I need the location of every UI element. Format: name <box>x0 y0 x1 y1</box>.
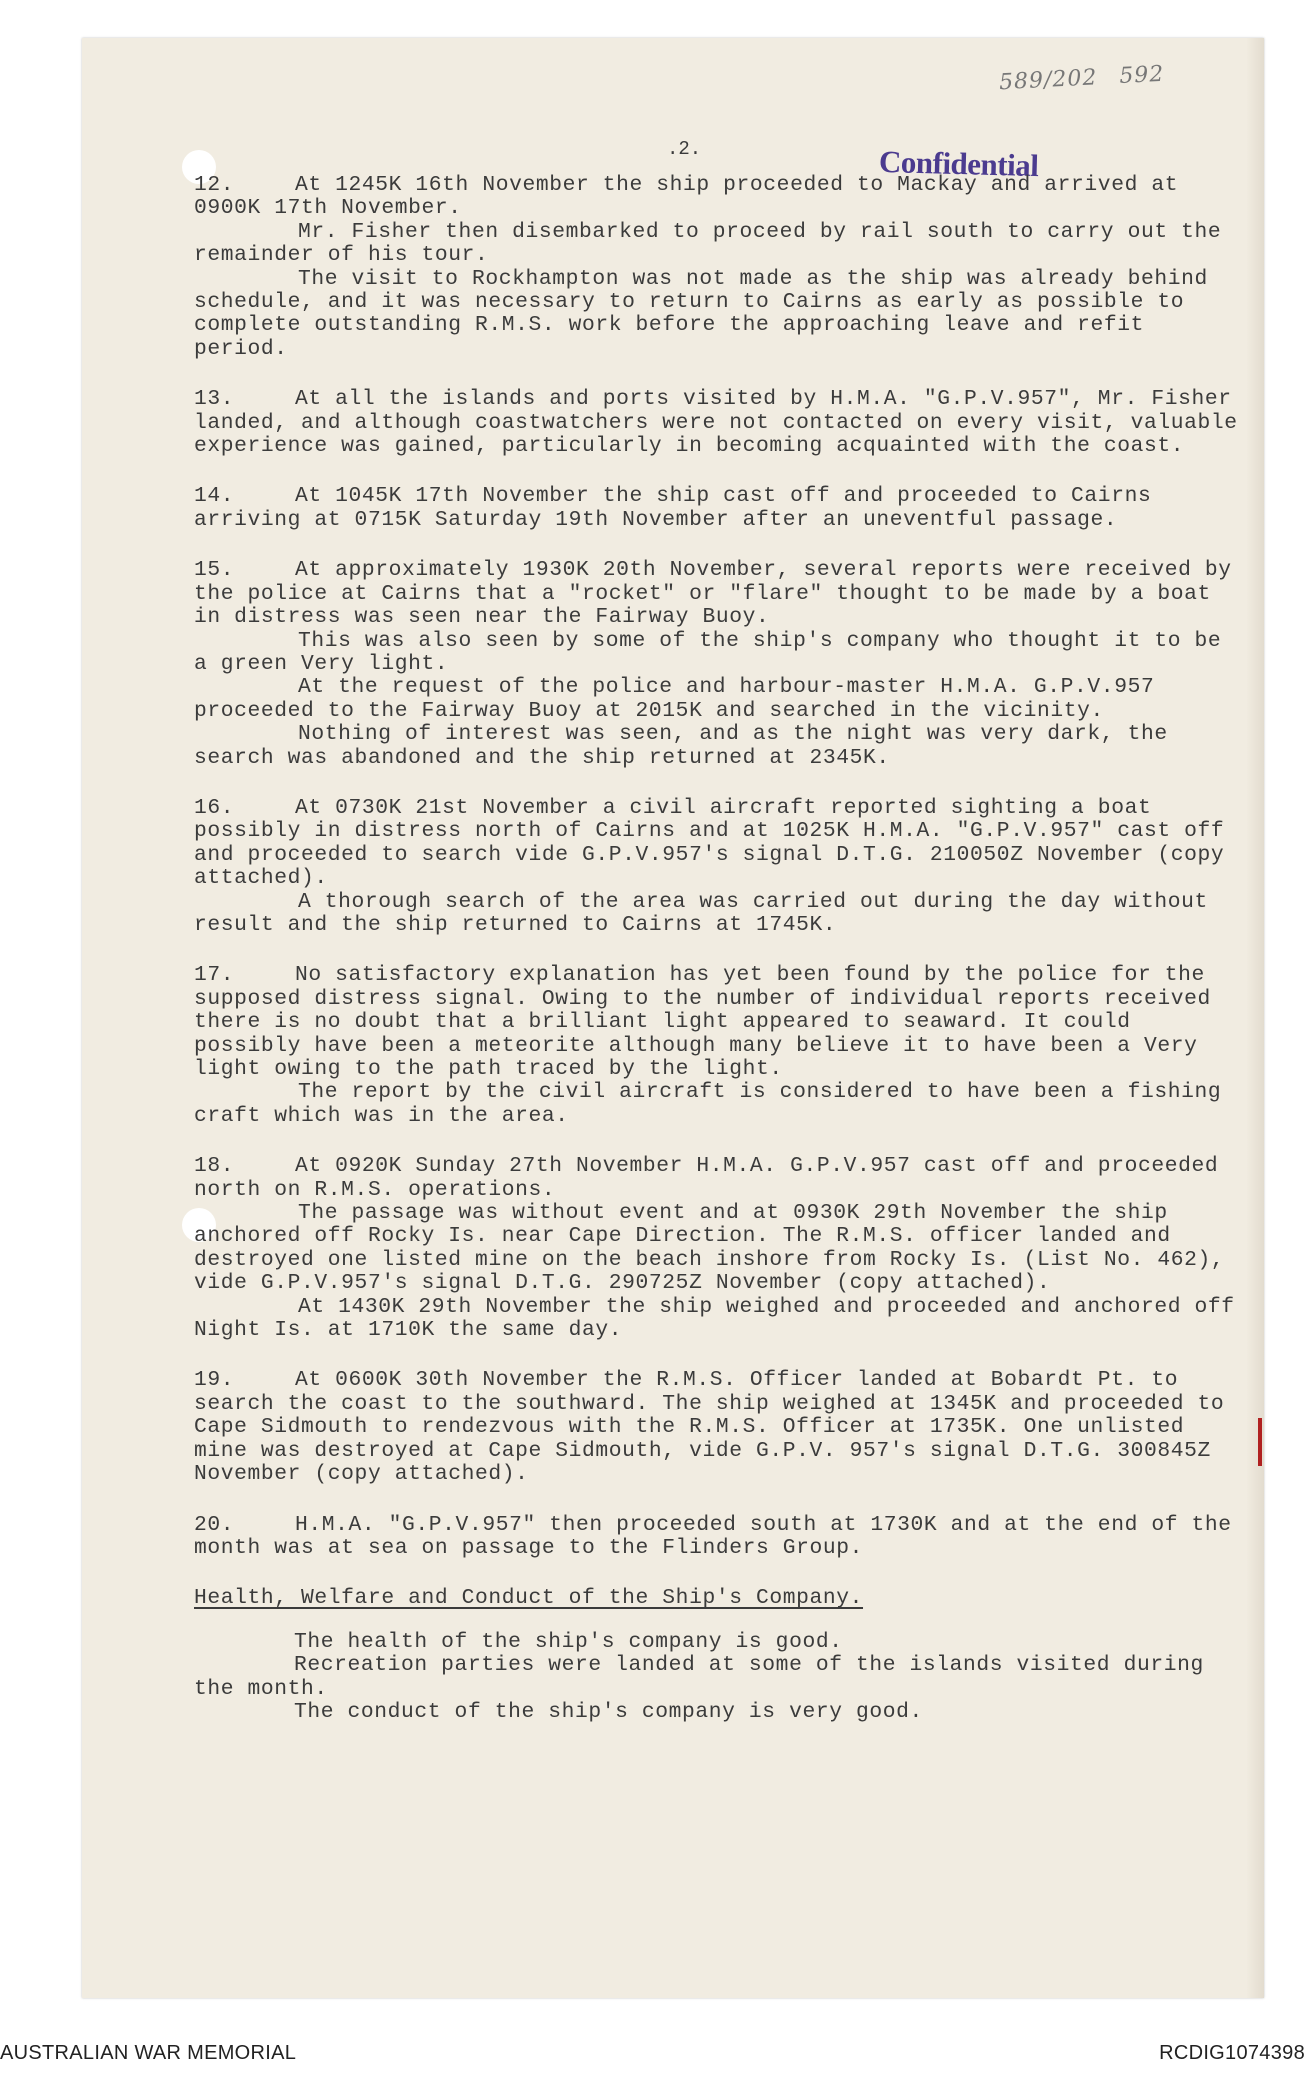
paragraph <box>194 1514 1244 1561</box>
paragraph-line: Mr. Fisher then disembarked to proceed by rail south to carry out the remainder of his tour. <box>194 219 1222 268</box>
paragraph-number: 18. <box>194 1154 235 1179</box>
paragraph-number: 15. <box>194 558 235 583</box>
paragraph <box>194 485 1244 532</box>
paragraph <box>194 964 1244 1128</box>
paragraph <box>194 174 1244 361</box>
section-heading: Health, Welfare and Conduct of the Ship's Company. <box>194 1586 864 1611</box>
paragraph-line: At the request of the police and harbour-master H.M.A. G.P.V.957 proceeded to the Fairway Buoy at 2015K and searched in the vicinity. <box>194 675 1155 723</box>
paragraph <box>194 1155 1244 1342</box>
paragraph <box>194 388 1244 458</box>
paragraph-line <box>194 174 1244 221</box>
paragraph-text: At all the islands and ports visited by H.M.A. "G.P.V.957", Mr. Fisher landed, and although coastwatchers were not contacted on every visit, valuable experience was gained, particularly in becoming acquainted with the coast. <box>194 387 1238 459</box>
paragraph-line: The report by the civil aircraft is considered to have been a fishing craft which was in the area. <box>194 1080 1222 1128</box>
paragraph-line <box>194 388 1244 458</box>
paragraph-number: 17. <box>194 963 235 988</box>
paragraph-line <box>194 1369 1244 1486</box>
paragraph-number: 20. <box>194 1512 235 1537</box>
paragraph-text: No satisfactory explanation has yet been found by the police for the supposed distress signal. Owing to the number of individual reports received there is no doubt that a brilliant light appeared to seaward. It could possibly have been a meteorite although many believe it to have been a Very light owing to the path traced by the light. <box>194 963 1211 1081</box>
paragraph-line <box>194 485 1244 532</box>
paragraph-text: At 0600K 30th November the R.M.S. Officer landed at Bobardt Pt. to search the coast to the southward. The ship weighed at 1345K and proceeded to Cape Sidmouth to rendezvous with the R.M.S. Officer at 1735K. One unlisted mine was destroyed at Cape Sidmouth, vide G.P.V. 957's signal D.T.G. 300845Z November (copy attached). <box>194 1368 1225 1487</box>
page-number: .2. <box>667 138 702 160</box>
paragraph-line <box>194 1514 1244 1561</box>
red-mark <box>1258 1418 1262 1466</box>
health-line: Recreation parties were landed at some of the islands visited during the month. <box>194 1653 1204 1701</box>
footer-archive-name: AUSTRALIAN WAR MEMORIAL <box>0 2042 297 2064</box>
paragraph-line <box>194 559 1244 629</box>
paragraph-line: The passage was without event and at 0930K 29th November the ship anchored off Rocky Is. near Cape Direction. The R.M.S. officer landed and destroyed one listed mine on the beach inshore from Rocky Is. (List No. 462), vide G.P.V.957's signal D.T.G. 290725Z November (copy attached). <box>194 1201 1225 1296</box>
paragraph-line: A thorough search of the area was carried out during the day without result and the ship returned to Cairns at 1745K. <box>194 889 1208 937</box>
paragraph-line: The visit to Rockhampton was not made as the ship was already behind schedule, and it was necessary to return to Cairns as early as possible to complete outstanding R.M.S. work before the approaching leave and refit period. <box>194 266 1208 361</box>
paragraph-number: 12. <box>194 173 235 197</box>
reference-number: 589/202 <box>998 65 1098 96</box>
paragraph-line <box>194 1155 1244 1202</box>
health-section <box>194 1631 1244 1725</box>
document-body <box>194 174 1244 1724</box>
reference-page: 592 <box>1118 61 1165 90</box>
paragraph <box>194 559 1244 770</box>
paragraph-number: 14. <box>194 484 235 509</box>
paragraph <box>194 1369 1244 1486</box>
paragraph-text: H.M.A. "G.P.V.957" then proceeded south at 1730K and at the end of the month was at sea on passage to the Flinders Group. <box>194 1512 1232 1560</box>
paragraph-text: At 0730K 21st November a civil aircraft reported sighting a boat possibly in distress north of Cairns and at 1025K H.M.A. "G.P.V.957" cast off and proceeded to search vide G.P.V.957's signal D.T.G. 210050Z November (copy attached). <box>194 795 1225 891</box>
paragraph-number: 19. <box>194 1368 235 1393</box>
paragraph-line <box>194 797 1244 891</box>
paragraph-line: This was also seen by some of the ship's company who thought it to be a green Very light. <box>194 628 1222 676</box>
health-line: The conduct of the ship's company is very good. <box>294 1699 923 1724</box>
paragraph-text: At 0920K Sunday 27th November H.M.A. G.P.V.957 cast off and proceeded north on R.M.S. operations. <box>194 1154 1219 1202</box>
handwritten-reference <box>998 62 1164 96</box>
confidential-stamp: Confidential <box>878 143 1039 184</box>
paragraph-number: 13. <box>194 387 235 412</box>
paragraph-line <box>194 964 1244 1081</box>
paragraph-number: 16. <box>194 795 235 820</box>
paragraph-line: Nothing of interest was seen, and as the night was very dark, the search was abandoned and the ship returned at 2345K. <box>194 722 1168 770</box>
paragraph-text: At 1045K 17th November the ship cast off and proceeded to Cairns arriving at 0715K Saturday 19th November after an uneventful passage. <box>194 484 1152 532</box>
footer-record-id: RCDIG1074398 <box>1159 2042 1305 2064</box>
health-line: The health of the ship's company is good. <box>294 1629 843 1654</box>
numbered-paragraphs <box>194 174 1244 1560</box>
paragraph-text: At 1245K 16th November the ship proceeded to Mackay and arrived at 0900K 17th November. <box>194 173 1179 221</box>
paragraph <box>194 797 1244 937</box>
document-page <box>82 38 1264 1998</box>
paragraph-text: At approximately 1930K 20th November, several reports were received by the police at Cairns that a "rocket" or "flare" thought to be made by a boat in distress was seen near the Fairway Buoy. <box>194 558 1232 630</box>
paragraph-line: At 1430K 29th November the ship weighed and proceeded and anchored off Night Is. at 1710K the same day. <box>194 1294 1235 1343</box>
